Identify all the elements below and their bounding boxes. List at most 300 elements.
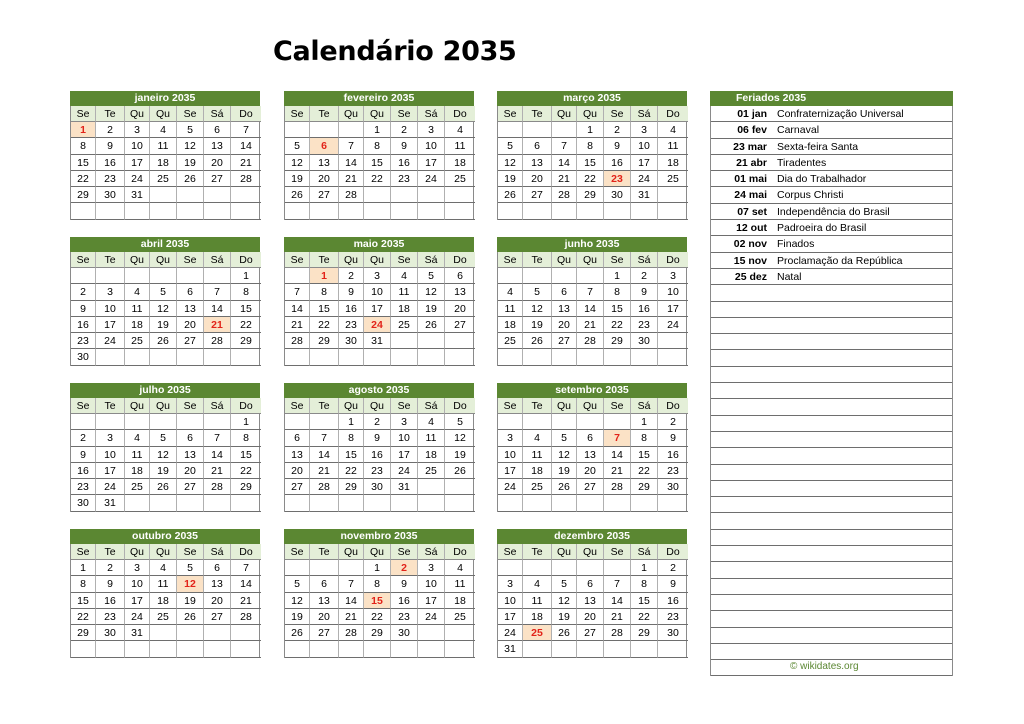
day-cell: 25 xyxy=(125,479,150,495)
empty-day-cell xyxy=(177,641,204,657)
month-calendar xyxy=(284,91,474,220)
day-cell: 11 xyxy=(418,430,445,446)
weekday-label: Se xyxy=(498,544,523,560)
day-cell: 7 xyxy=(604,576,631,592)
weekday-label: Qu xyxy=(552,544,577,560)
holiday-row xyxy=(711,187,952,203)
holiday-row xyxy=(711,220,952,236)
empty-day-cell xyxy=(523,268,552,284)
day-cell: 15 xyxy=(577,155,604,171)
empty-day-cell xyxy=(125,414,150,430)
weekday-label: Se xyxy=(604,106,631,122)
day-cell: 24 xyxy=(498,625,523,641)
day-cell: 15 xyxy=(631,593,658,609)
day-cell: 1 xyxy=(364,560,391,576)
empty-day-cell xyxy=(339,495,364,511)
day-cell: 16 xyxy=(339,301,364,317)
empty-day-cell xyxy=(418,187,445,203)
day-cell: 8 xyxy=(364,138,391,154)
day-cell: 30 xyxy=(96,187,125,203)
day-cell: 20 xyxy=(577,609,604,625)
weekday-label: Se xyxy=(498,106,523,122)
empty-day-cell xyxy=(391,349,418,365)
day-cell: 19 xyxy=(177,155,204,171)
weekday-label: Qu xyxy=(125,544,150,560)
weekday-label: Se xyxy=(177,544,204,560)
day-cell: 20 xyxy=(552,317,577,333)
day-cell: 29 xyxy=(631,625,658,641)
weekday-label: Te xyxy=(96,252,125,268)
holiday-name: Carnaval xyxy=(777,124,820,137)
empty-day-cell xyxy=(71,641,96,657)
month-title: novembro 2035 xyxy=(284,529,474,544)
footer-credit: © wikidates.org xyxy=(790,661,859,672)
day-cell: 7 xyxy=(204,284,231,300)
day-cell: 3 xyxy=(391,414,418,430)
empty-day-cell xyxy=(177,495,204,511)
day-cell: 10 xyxy=(364,284,391,300)
month-title: dezembro 2035 xyxy=(497,529,687,544)
empty-day-cell xyxy=(339,349,364,365)
day-cell: 29 xyxy=(604,333,631,349)
empty-day-cell xyxy=(150,349,177,365)
day-cell: 26 xyxy=(418,317,445,333)
holiday-name: Sexta-feira Santa xyxy=(777,140,859,153)
day-cell: 19 xyxy=(285,609,310,625)
empty-day-cell xyxy=(125,641,150,657)
day-cell: 25 xyxy=(498,333,523,349)
empty-day-cell xyxy=(391,495,418,511)
empty-day-cell xyxy=(177,349,204,365)
empty-day-cell xyxy=(577,495,604,511)
day-cell: 14 xyxy=(577,301,604,317)
day-cell: 17 xyxy=(96,317,125,333)
day-cell: 7 xyxy=(204,430,231,446)
day-cell: 10 xyxy=(96,447,125,463)
day-cell: 19 xyxy=(552,463,577,479)
empty-day-cell xyxy=(552,641,577,657)
weekday-label: Se xyxy=(177,398,204,414)
empty-day-cell xyxy=(418,203,445,219)
day-cell: 27 xyxy=(577,625,604,641)
day-cell: 2 xyxy=(631,268,658,284)
day-cell: 22 xyxy=(631,463,658,479)
day-cell: 4 xyxy=(150,560,177,576)
weekday-label: Te xyxy=(310,398,339,414)
day-cell: 3 xyxy=(658,268,688,284)
empty-day-cell xyxy=(177,414,204,430)
weekday-label: Qu xyxy=(577,544,604,560)
empty-day-cell xyxy=(445,187,475,203)
weekday-label: Sá xyxy=(631,106,658,122)
day-cell: 3 xyxy=(125,122,150,138)
empty-day-cell xyxy=(231,495,261,511)
empty-day-cell xyxy=(418,625,445,641)
day-cell: 16 xyxy=(604,155,631,171)
day-cell: 22 xyxy=(231,317,261,333)
day-cell: 14 xyxy=(231,576,261,592)
day-cell: 10 xyxy=(418,576,445,592)
empty-day-cell xyxy=(418,495,445,511)
day-cell: 17 xyxy=(418,593,445,609)
day-cell: 11 xyxy=(150,138,177,154)
day-cell: 7 xyxy=(339,138,364,154)
day-cell: 26 xyxy=(445,463,475,479)
month-grid xyxy=(284,544,474,658)
month-grid xyxy=(497,106,687,220)
month-grid xyxy=(497,398,687,512)
day-cell: 5 xyxy=(285,138,310,154)
empty-holiday-row xyxy=(711,530,952,546)
day-cell: 30 xyxy=(71,495,96,511)
empty-day-cell xyxy=(391,203,418,219)
day-cell: 1 xyxy=(604,268,631,284)
day-cell: 27 xyxy=(204,609,231,625)
weekday-label: Se xyxy=(71,398,96,414)
day-cell: 6 xyxy=(310,576,339,592)
empty-day-cell xyxy=(631,641,658,657)
empty-day-cell xyxy=(310,495,339,511)
holiday-name: Natal xyxy=(777,270,802,283)
weekday-label: Te xyxy=(96,106,125,122)
weekday-label: Do xyxy=(445,544,475,560)
day-cell: 10 xyxy=(418,138,445,154)
empty-day-cell xyxy=(71,414,96,430)
empty-day-cell xyxy=(150,187,177,203)
day-cell: 5 xyxy=(150,284,177,300)
day-cell: 15 xyxy=(339,447,364,463)
day-cell: 8 xyxy=(231,430,261,446)
day-cell: 10 xyxy=(658,284,688,300)
day-cell: 22 xyxy=(71,609,96,625)
day-cell: 6 xyxy=(577,430,604,446)
day-cell: 19 xyxy=(285,171,310,187)
holiday-day-cell: 12 xyxy=(177,576,204,592)
day-cell: 12 xyxy=(150,447,177,463)
day-cell: 26 xyxy=(498,187,523,203)
day-cell: 16 xyxy=(364,447,391,463)
weekday-label: Sá xyxy=(631,398,658,414)
day-cell: 18 xyxy=(523,609,552,625)
day-cell: 4 xyxy=(418,414,445,430)
day-cell: 13 xyxy=(204,138,231,154)
day-cell: 11 xyxy=(391,284,418,300)
day-cell: 21 xyxy=(310,463,339,479)
day-cell: 20 xyxy=(310,171,339,187)
day-cell: 11 xyxy=(125,301,150,317)
day-cell: 13 xyxy=(445,284,475,300)
weekday-label: Te xyxy=(310,252,339,268)
empty-day-cell xyxy=(577,349,604,365)
day-cell: 26 xyxy=(150,479,177,495)
day-cell: 9 xyxy=(96,138,125,154)
empty-day-cell xyxy=(204,414,231,430)
day-cell: 3 xyxy=(418,560,445,576)
weekday-label: Sá xyxy=(418,398,445,414)
weekday-label: Do xyxy=(231,544,261,560)
day-cell: 15 xyxy=(604,301,631,317)
empty-day-cell xyxy=(498,122,523,138)
day-cell: 8 xyxy=(631,430,658,446)
empty-day-cell xyxy=(285,203,310,219)
day-cell: 18 xyxy=(150,155,177,171)
weekday-label: Qu xyxy=(150,106,177,122)
day-cell: 26 xyxy=(150,333,177,349)
day-cell: 15 xyxy=(71,593,96,609)
holiday-date: 06 fev xyxy=(737,124,767,137)
empty-holiday-row xyxy=(711,318,952,334)
empty-day-cell xyxy=(418,349,445,365)
weekday-label: Qu xyxy=(364,106,391,122)
empty-day-cell xyxy=(523,203,552,219)
day-cell: 28 xyxy=(339,625,364,641)
empty-holiday-row xyxy=(711,546,952,562)
empty-day-cell xyxy=(204,495,231,511)
day-cell: 20 xyxy=(204,593,231,609)
holiday-row xyxy=(711,139,952,155)
weekday-label: Qu xyxy=(125,106,150,122)
weekday-label: Do xyxy=(445,106,475,122)
day-cell: 5 xyxy=(552,430,577,446)
holiday-day-cell: 2 xyxy=(391,560,418,576)
empty-day-cell xyxy=(552,495,577,511)
empty-day-cell xyxy=(631,495,658,511)
empty-day-cell xyxy=(631,203,658,219)
empty-day-cell xyxy=(204,349,231,365)
day-cell: 9 xyxy=(631,284,658,300)
day-cell: 5 xyxy=(285,576,310,592)
day-cell: 11 xyxy=(658,138,688,154)
weekday-label: Do xyxy=(658,252,688,268)
empty-day-cell xyxy=(339,641,364,657)
holiday-date: 25 dez xyxy=(734,270,767,283)
weekday-label: Qu xyxy=(150,398,177,414)
day-cell: 29 xyxy=(310,333,339,349)
day-cell: 22 xyxy=(631,609,658,625)
weekday-label: Do xyxy=(231,106,261,122)
empty-holiday-row xyxy=(711,481,952,497)
day-cell: 5 xyxy=(445,414,475,430)
day-cell: 26 xyxy=(285,625,310,641)
empty-day-cell xyxy=(523,495,552,511)
weekday-label: Se xyxy=(498,398,523,414)
day-cell: 28 xyxy=(231,171,261,187)
day-cell: 31 xyxy=(498,641,523,657)
month-grid xyxy=(284,398,474,512)
month-calendar xyxy=(70,383,260,512)
weekday-label: Qu xyxy=(150,252,177,268)
empty-day-cell xyxy=(310,203,339,219)
holidays-panel xyxy=(710,91,953,676)
empty-holiday-row xyxy=(711,383,952,399)
day-cell: 14 xyxy=(604,447,631,463)
day-cell: 17 xyxy=(125,593,150,609)
empty-holiday-row xyxy=(711,432,952,448)
empty-day-cell xyxy=(552,414,577,430)
empty-day-cell xyxy=(285,268,310,284)
day-cell: 23 xyxy=(391,171,418,187)
weekday-label: Qu xyxy=(552,106,577,122)
empty-day-cell xyxy=(604,641,631,657)
day-cell: 26 xyxy=(177,609,204,625)
weekday-label: Qu xyxy=(125,398,150,414)
holiday-day-cell: 23 xyxy=(604,171,631,187)
empty-day-cell xyxy=(177,203,204,219)
empty-day-cell xyxy=(364,641,391,657)
day-cell: 15 xyxy=(231,301,261,317)
weekday-label: Qu xyxy=(339,398,364,414)
empty-day-cell xyxy=(658,203,688,219)
day-cell: 21 xyxy=(204,463,231,479)
holiday-day-cell: 21 xyxy=(204,317,231,333)
weekday-label: Sá xyxy=(204,252,231,268)
day-cell: 13 xyxy=(310,155,339,171)
day-cell: 12 xyxy=(445,430,475,446)
day-cell: 17 xyxy=(125,155,150,171)
day-cell: 26 xyxy=(552,479,577,495)
day-cell: 1 xyxy=(71,560,96,576)
day-cell: 31 xyxy=(96,495,125,511)
day-cell: 31 xyxy=(391,479,418,495)
day-cell: 20 xyxy=(310,609,339,625)
day-cell: 28 xyxy=(231,609,261,625)
day-cell: 10 xyxy=(125,138,150,154)
empty-day-cell xyxy=(658,641,688,657)
day-cell: 2 xyxy=(71,430,96,446)
empty-day-cell xyxy=(310,414,339,430)
day-cell: 2 xyxy=(96,122,125,138)
day-cell: 1 xyxy=(631,560,658,576)
holiday-day-cell: 15 xyxy=(364,593,391,609)
day-cell: 29 xyxy=(577,187,604,203)
day-cell: 28 xyxy=(285,333,310,349)
day-cell: 10 xyxy=(96,301,125,317)
day-cell: 15 xyxy=(231,447,261,463)
day-cell: 29 xyxy=(231,479,261,495)
holiday-row xyxy=(711,122,952,138)
day-cell: 8 xyxy=(310,284,339,300)
empty-day-cell xyxy=(498,268,523,284)
holiday-name: Independência do Brasil xyxy=(777,205,890,218)
day-cell: 25 xyxy=(391,317,418,333)
day-cell: 19 xyxy=(552,609,577,625)
day-cell: 24 xyxy=(418,609,445,625)
empty-holiday-row xyxy=(711,628,952,644)
day-cell: 5 xyxy=(552,576,577,592)
day-cell: 29 xyxy=(231,333,261,349)
day-cell: 6 xyxy=(177,430,204,446)
day-cell: 4 xyxy=(658,122,688,138)
day-cell: 27 xyxy=(310,187,339,203)
month-grid xyxy=(70,398,260,512)
day-cell: 5 xyxy=(418,268,445,284)
empty-day-cell xyxy=(96,203,125,219)
day-cell: 20 xyxy=(577,463,604,479)
empty-holiday-row xyxy=(711,562,952,578)
month-grid xyxy=(70,252,260,366)
day-cell: 3 xyxy=(125,560,150,576)
weekday-label: Se xyxy=(498,252,523,268)
month-grid xyxy=(284,106,474,220)
holiday-name: Corpus Christi xyxy=(777,189,844,202)
day-cell: 12 xyxy=(285,593,310,609)
empty-holiday-row xyxy=(711,302,952,318)
day-cell: 11 xyxy=(523,447,552,463)
day-cell: 25 xyxy=(150,609,177,625)
holiday-row xyxy=(711,204,952,220)
day-cell: 17 xyxy=(391,447,418,463)
day-cell: 20 xyxy=(177,463,204,479)
day-cell: 14 xyxy=(339,593,364,609)
day-cell: 23 xyxy=(96,609,125,625)
day-cell: 5 xyxy=(498,138,523,154)
empty-day-cell xyxy=(125,495,150,511)
day-cell: 22 xyxy=(71,171,96,187)
day-cell: 23 xyxy=(391,609,418,625)
holiday-row xyxy=(711,253,952,269)
day-cell: 18 xyxy=(498,317,523,333)
weekday-label: Se xyxy=(285,106,310,122)
month-grid xyxy=(70,544,260,658)
day-cell: 16 xyxy=(631,301,658,317)
day-cell: 30 xyxy=(364,479,391,495)
day-cell: 22 xyxy=(604,317,631,333)
weekday-label: Qu xyxy=(552,252,577,268)
day-cell: 25 xyxy=(445,609,475,625)
day-cell: 1 xyxy=(577,122,604,138)
empty-day-cell xyxy=(125,268,150,284)
month-calendar xyxy=(284,383,474,512)
day-cell: 9 xyxy=(71,301,96,317)
empty-holiday-row xyxy=(711,416,952,432)
empty-day-cell xyxy=(391,333,418,349)
weekday-label: Se xyxy=(391,252,418,268)
empty-day-cell xyxy=(204,268,231,284)
day-cell: 13 xyxy=(523,155,552,171)
day-cell: 25 xyxy=(658,171,688,187)
day-cell: 8 xyxy=(231,284,261,300)
day-cell: 28 xyxy=(604,625,631,641)
day-cell: 22 xyxy=(577,171,604,187)
day-cell: 25 xyxy=(150,171,177,187)
empty-day-cell xyxy=(391,187,418,203)
day-cell: 18 xyxy=(391,301,418,317)
day-cell: 11 xyxy=(498,301,523,317)
day-cell: 30 xyxy=(604,187,631,203)
day-cell: 13 xyxy=(577,447,604,463)
empty-day-cell xyxy=(364,495,391,511)
weekday-label: Qu xyxy=(339,252,364,268)
weekday-label: Te xyxy=(523,544,552,560)
holiday-day-cell: 1 xyxy=(71,122,96,138)
day-cell: 12 xyxy=(552,593,577,609)
day-cell: 16 xyxy=(391,155,418,171)
day-cell: 19 xyxy=(418,301,445,317)
day-cell: 8 xyxy=(577,138,604,154)
holiday-name: Proclamação da República xyxy=(777,254,903,267)
day-cell: 31 xyxy=(125,187,150,203)
month-calendar xyxy=(70,237,260,366)
day-cell: 17 xyxy=(631,155,658,171)
weekday-label: Qu xyxy=(364,252,391,268)
day-cell: 27 xyxy=(177,479,204,495)
day-cell: 30 xyxy=(339,333,364,349)
day-cell: 18 xyxy=(445,593,475,609)
day-cell: 26 xyxy=(285,187,310,203)
day-cell: 6 xyxy=(285,430,310,446)
day-cell: 6 xyxy=(552,284,577,300)
day-cell: 12 xyxy=(523,301,552,317)
